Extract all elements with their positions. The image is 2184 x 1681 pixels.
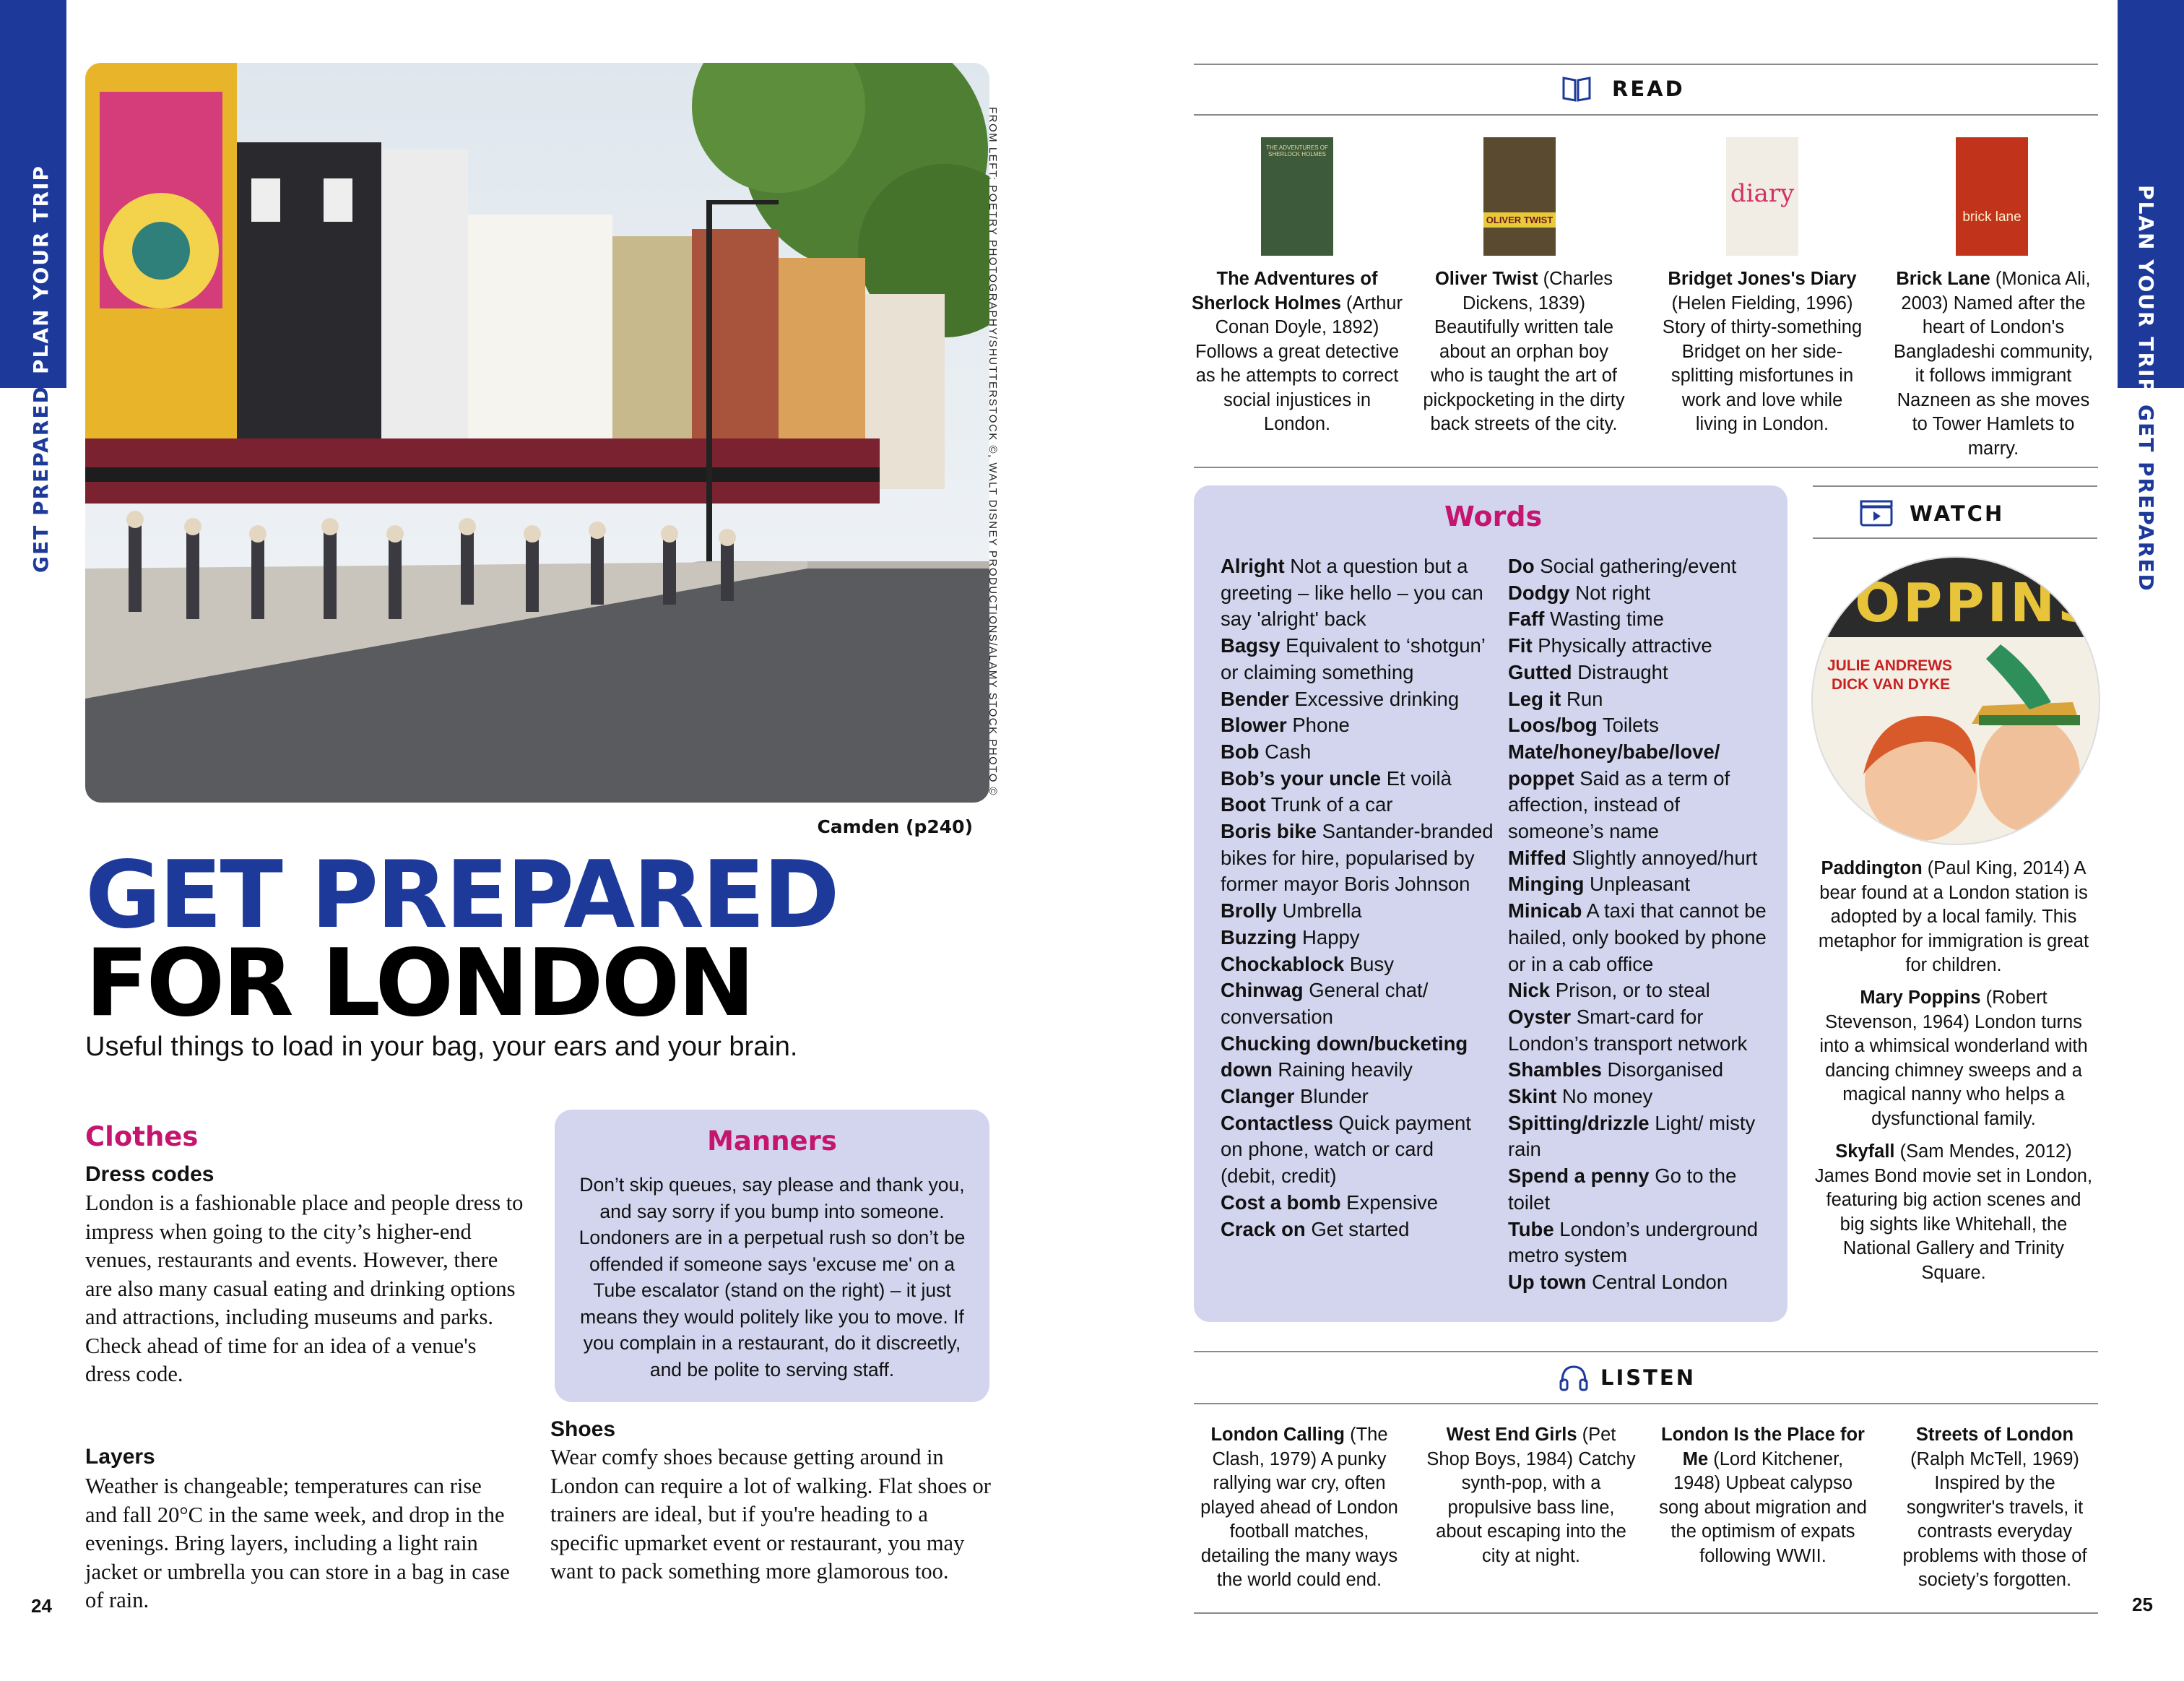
manners-text: Don’t skip queues, say please and thank you, and say sorry if you bump into someone. Londoners are in a perpetual rush so don’t be offended if someone says 'excuse me' on a Tube escalator (stand on the right) – it just means they would politely like you to move. If you complain in a restaurant, do it discreetly, and be polite to serving staff. — [578, 1174, 966, 1380]
word-entry: Shambles Disorganised — [1508, 1058, 1724, 1081]
words-column-2 — [1508, 553, 1781, 1296]
word-entry: Leg it Run — [1508, 687, 1603, 710]
listen-bottom-rule — [1194, 1403, 2098, 1404]
word-entry: Skint No money — [1508, 1085, 1653, 1108]
word-entry: Nick Prison, or to steal — [1508, 979, 1710, 1002]
poster-title: POPPINS — [1813, 572, 2100, 634]
word-entry: Crack on Get started — [1221, 1217, 1410, 1240]
word-entry: Loos/bog Toilets — [1508, 714, 1659, 737]
film-caption-paddington: Paddington (Paul King, 2014) A bear found at a London station is adopted by a local family. This metaphor for immigration is great for children. — [1818, 858, 2089, 975]
page-subtitle: Useful things to load in your bag, your ears and your brain. — [85, 1032, 798, 1062]
song-caption-london-is-the-place: London Is the Place for Me (Lord Kitchener, 1948) Upbeat calypso song about migration and the optimism of expats following WWII. — [1659, 1425, 1867, 1566]
camden-street-photo — [85, 63, 989, 803]
book-cover-bridget-jones: diary — [1726, 137, 1798, 256]
page-number-right: 25 — [2132, 1594, 2153, 1615]
word-entry: Boot Trunk of a car — [1221, 793, 1393, 816]
word-entry: Alright Not a question but a greeting – like hello – you can say 'alright' back — [1221, 555, 1483, 631]
song-caption-streets-of-london: Streets of London (Ralph McTell, 1969) Inspired by the songwriter's travels, it contrasts everyday problems with those of society’s forgotten. — [1902, 1425, 2087, 1590]
photo-caption: Camden (p240) — [817, 816, 973, 837]
side-tab-label-left: PLAN YOUR TRIP — [29, 165, 53, 374]
layers-heading: Layers — [85, 1445, 155, 1469]
word-entry: Blower Phone — [1221, 714, 1350, 737]
watch-bottom-rule — [1813, 537, 2097, 539]
read-heading: READ — [1612, 77, 1685, 101]
word-entry: Boris bike Santander-branded bikes for hire, popularised by former mayor Boris Johnson — [1221, 820, 1494, 896]
photo-credit: FROM LEFT: POETRY PHOTOGRAPHY/SHUTTERSTOCK ©, WALT DISNEY PRODUCTIONS/ALAMY STOCK PHOTO © — [987, 107, 999, 797]
poster-names-1: JULIE ANDREWS — [1827, 657, 1953, 674]
read-top-rule — [1194, 64, 2098, 65]
book-icon — [1561, 75, 1592, 103]
word-entry: Fit Physically attractive — [1508, 634, 1712, 657]
word-entry: Chinwag General chat/ conversation — [1221, 979, 1429, 1028]
clapperboard-icon — [1859, 498, 1894, 527]
words-heading: Words — [1444, 501, 1543, 532]
watch-heading: WATCH — [1910, 501, 2005, 526]
word-entry: Gutted Distraught — [1508, 660, 1668, 683]
book-cover-sherlock: THE ADVENTURES OF SHERLOCK HOLMES — [1261, 137, 1333, 256]
word-entry: Bob Cash — [1221, 740, 1312, 763]
word-entry: Clanger Blunder — [1221, 1085, 1369, 1108]
film-caption-mary-poppins: Mary Poppins (Robert Stevenson, 1964) London turns into a whimsical wonderland with dancing chimney sweeps and a magical nanny who helps a dysfunctional family. — [1819, 988, 2088, 1129]
word-entry: Chockablock Busy — [1221, 952, 1394, 975]
listen-section-end-rule — [1194, 1612, 2098, 1614]
word-entry: Brolly Umbrella — [1221, 899, 1362, 922]
word-entry: Chucking down/bucketing down Raining heavily — [1221, 1032, 1468, 1081]
word-entry: Spend a penny Go to the toilet — [1508, 1164, 1737, 1214]
dress-codes-heading: Dress codes — [85, 1162, 214, 1186]
manners-heading: Manners — [707, 1125, 837, 1157]
word-entry: Cost a bomb Expensive — [1221, 1190, 1439, 1214]
listen-top-rule — [1194, 1351, 2098, 1352]
word-entry: Buzzing Happy — [1221, 925, 1360, 948]
word-entry: Bender Excessive drinking — [1221, 687, 1460, 710]
film-caption-skyfall: Skyfall (Sam Mendes, 2012) James Bond movie set in London, featuring big action scenes and big sights like Whitehall, the National Gallery and Trinity Square. — [1814, 1141, 2093, 1283]
word-entry: Do Social gathering/event — [1508, 555, 1737, 577]
word-entry: Spitting/drizzle Light/ misty rain — [1508, 1111, 1756, 1161]
word-entry: Tube London’s underground metro system — [1508, 1217, 1759, 1267]
word-entry: Bob’s your uncle Et voilà — [1221, 766, 1452, 790]
book-caption-sherlock: The Adventures of Sherlock Holmes (Arthur Conan Doyle, 1892) Follows a great detective as he attempts to correct social injustices in London. — [1192, 269, 1403, 434]
layers-text: Weather is changeable; temperatures can rise and fall 20°C in the same week, and drop in the evenings. Bring layers, including a light rain jacket or umbrella you can store in a bag in case of rain. — [85, 1474, 510, 1612]
page-title-line1: GET PREPARED — [85, 842, 838, 949]
page-number-left: 24 — [31, 1595, 52, 1617]
headphones-icon — [1559, 1363, 1589, 1392]
watch-top-rule — [1813, 485, 2097, 487]
read-bottom-rule — [1194, 114, 2098, 116]
song-caption-london-calling: London Calling (The Clash, 1979) A punky rallying war cry, often played ahead of London football matches, detailing the many ways the world could end. — [1200, 1425, 1398, 1590]
camden-street-illustration — [85, 63, 989, 803]
song-caption-west-end-girls: West End Girls (Pet Shop Boys, 1984) Catchy synth-pop, with a propulsive bass line, about escaping into the city at night. — [1426, 1425, 1636, 1566]
book-cover-oliver-twist: OLIVER TWIST — [1483, 137, 1556, 256]
word-entry: Minging Unpleasant — [1508, 873, 1691, 896]
poster-names-2: DICK VAN DYKE — [1832, 676, 1951, 693]
word-entry: Mate/honey/babe/love/ poppet Said as a term of affection, instead of someone’s name — [1508, 740, 1730, 843]
side-section-label-left: GET PREPARED — [29, 385, 53, 573]
book-caption-brick-lane: Brick Lane (Monica Ali, 2003) Named after the heart of London's Bangladeshi community, it follows immigrant Nazneen as she moves to Tower Hamlets to marry. — [1894, 269, 2093, 459]
side-section-label-right: GET PREPARED — [2134, 405, 2158, 592]
word-entry: Oyster Smart-card for London’s transport network — [1508, 1005, 1748, 1055]
words-column-1 — [1221, 553, 1494, 1243]
book-cover-brick-lane: brick lane — [1956, 137, 2028, 256]
word-entry: Miffed Slightly annoyed/hurt — [1508, 846, 1758, 869]
mary-poppins-poster — [1811, 556, 2100, 845]
word-entry: Faff Wasting time — [1508, 608, 1664, 631]
shoes-text: Wear comfy shoes because getting around in London can require a lot of walking. Flat shoes or trainers are ideal, but if you're heading to a specific upmarket event or restaurant, you may want to pack something more glamorous too. — [550, 1445, 991, 1583]
word-entry: Contactless Quick payment on phone, watch or card (debit, credit) — [1221, 1111, 1471, 1188]
shoes-heading: Shoes — [550, 1417, 616, 1441]
poster-art — [1813, 558, 2099, 844]
clothes-heading: Clothes — [85, 1121, 199, 1152]
listen-heading: LISTEN — [1600, 1365, 1696, 1390]
page-title-line2: FOR LONDON — [85, 930, 753, 1037]
read-section-end-rule — [1194, 467, 2098, 468]
book-caption-oliver-twist: Oliver Twist (Charles Dickens, 1839) Beautifully written tale about an orphan boy who is taught the art of pickpocketing in the dirty back streets of the city. — [1423, 269, 1625, 434]
book-caption-bridget-jones: Bridget Jones's Diary (Helen Fielding, 1996) Story of thirty-something Bridget on her side-splitting misfortunes in work and love while living in London. — [1662, 269, 1863, 434]
word-entry: Minicab A taxi that cannot be hailed, only booked by phone or in a cab office — [1508, 899, 1767, 975]
side-tab-label-right: PLAN YOUR TRIP — [2134, 185, 2158, 394]
word-entry: Dodgy Not right — [1508, 581, 1651, 604]
dress-codes-text: London is a fashionable place and people dress to impress when going to the city’s higher-end venues, restaurants and events. However, there are also many casual eating and drinking options and attractions, including museums and parks. Check ahead of time for an idea of a venue's dress code. — [85, 1190, 524, 1386]
word-entry: Up town Central London — [1508, 1270, 1728, 1293]
word-entry: Bagsy Equivalent to ‘shotgun’ or claiming something — [1221, 634, 1485, 683]
